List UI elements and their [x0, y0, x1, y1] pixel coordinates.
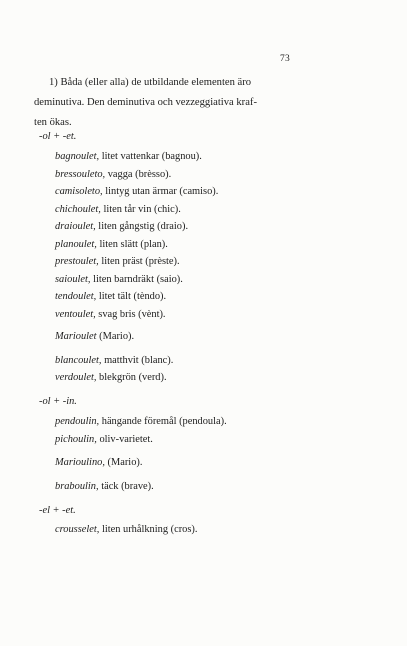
entry-word: pendoulin,	[55, 416, 100, 427]
entry-word: bressouleto,	[55, 169, 106, 180]
entry-gloss: vagga (brèsso).	[105, 169, 172, 180]
entry-gloss: liten tår vin (chic).	[100, 204, 181, 215]
entry-word: ventoulet,	[55, 309, 96, 320]
list-item	[55, 186, 218, 197]
entry-word: tendoulet,	[55, 291, 97, 302]
entry-word: braboulin,	[55, 481, 99, 492]
intro-paragraph	[34, 73, 296, 133]
section-heading: -ol + -in.	[39, 396, 77, 407]
entry-word: crousselet,	[55, 524, 100, 535]
entry-word: Marioulet	[55, 331, 97, 342]
entry-word: camisoleto,	[55, 186, 103, 197]
list-item	[55, 331, 134, 342]
list-item	[55, 481, 154, 492]
list-item	[55, 309, 166, 320]
list-item	[55, 239, 168, 250]
entry-gloss: (Mario).	[104, 457, 143, 468]
list-item	[55, 457, 142, 468]
list-item	[55, 291, 166, 302]
entry-gloss: liten urhålkning (cros).	[99, 524, 198, 535]
list-item	[55, 416, 227, 427]
entry-gloss: oliv-varietet.	[96, 434, 153, 445]
entry-gloss: litet vattenkar (bagnou).	[99, 151, 202, 162]
entry-gloss: lintyg utan ärmar (camiso).	[102, 186, 219, 197]
list-item	[55, 221, 188, 232]
entry-gloss: liten barndräkt (saio).	[90, 274, 183, 285]
intro-line: deminutiva. Den deminutiva och vezzeggiativa kraf-	[34, 97, 257, 108]
entry-word: Marioulino,	[55, 457, 105, 468]
entry-gloss: matthvit (blanc).	[101, 355, 174, 366]
entry-gloss: täck (brave).	[98, 481, 154, 492]
intro-line: ten ökas.	[34, 117, 72, 128]
entry-word: planoulet,	[55, 239, 97, 250]
list-item	[55, 524, 197, 535]
list-item	[55, 434, 153, 445]
entry-word: prestoulet,	[55, 256, 99, 267]
list-item	[55, 274, 183, 285]
list-item	[55, 355, 173, 366]
entry-gloss: svag bris (vènt).	[95, 309, 166, 320]
intro-line: 1) Båda (eller alla) de utbildande elementen äro	[49, 77, 252, 88]
list-item	[55, 204, 181, 215]
entry-word: bagnoulet,	[55, 151, 100, 162]
entry-gloss: liten gångstig (draio).	[95, 221, 189, 232]
page-number: 73	[280, 54, 291, 64]
section-heading: -el + -et.	[39, 505, 76, 516]
entry-word: blancoulet,	[55, 355, 102, 366]
list-item	[55, 372, 167, 383]
entry-gloss: liten slätt (plan).	[96, 239, 168, 250]
entry-gloss: blekgrön (verd).	[96, 372, 167, 383]
entry-word: pichoulin,	[55, 434, 97, 445]
entry-word: draioulet,	[55, 221, 96, 232]
entry-gloss: hängande föremål (pendoula).	[99, 416, 227, 427]
entry-gloss: (Mario).	[96, 331, 135, 342]
entry-word: chichoulet,	[55, 204, 101, 215]
entry-word: saioulet,	[55, 274, 91, 285]
entry-gloss: liten präst (prèste).	[98, 256, 180, 267]
list-item	[55, 169, 171, 180]
list-item	[55, 256, 180, 267]
section-heading: -ol + -et.	[39, 131, 77, 142]
list-item	[55, 151, 202, 162]
entry-gloss: litet tält (tèndo).	[96, 291, 167, 302]
entry-word: verdoulet,	[55, 372, 97, 383]
